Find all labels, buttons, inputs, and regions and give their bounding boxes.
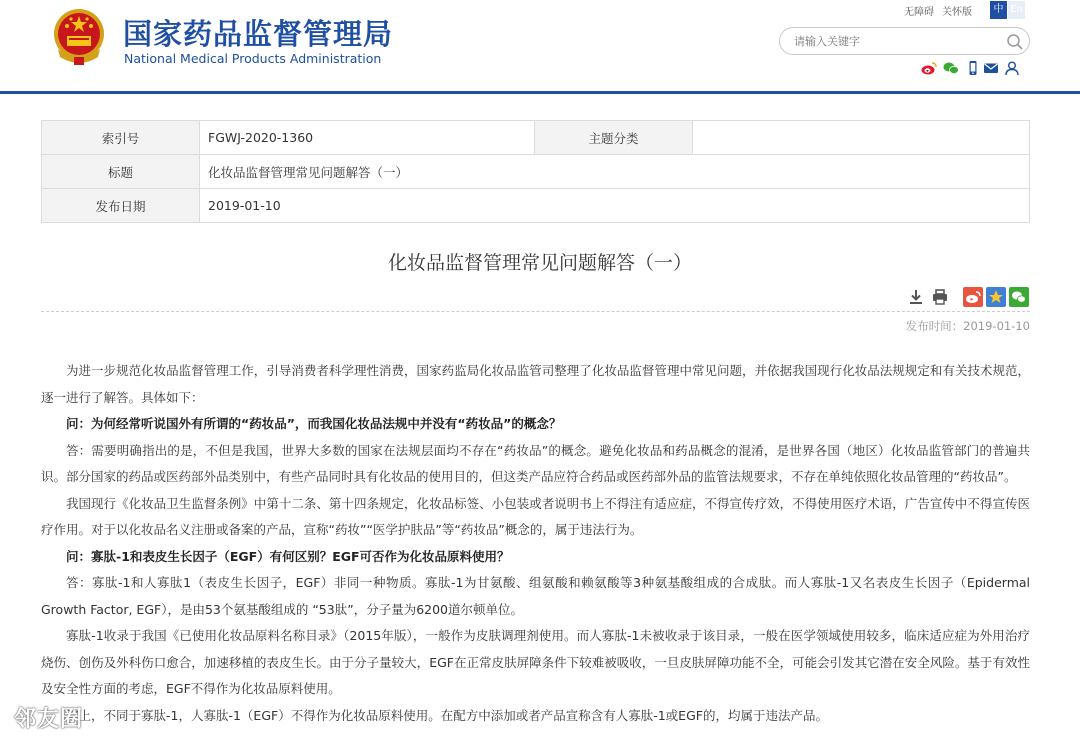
star-share-icon[interactable] [986,287,1006,307]
weibo-share-icon[interactable] [963,287,983,307]
weibo-icon[interactable] [921,60,937,76]
index-label: 索引号 [42,121,200,155]
top-links [904,3,980,18]
question-heading: 问：为何经常听说国外有所谓的“药妆品”，而我国化妆品法规中并没有“药妆品”的概念？ [66,416,562,431]
mail-icon[interactable] [983,60,999,76]
date-value: 2019-01-10 [200,189,1030,223]
intro-paragraph: 为进一步规范化妆品监督管理工作，引导消费者科学理性消费，国家药监局化妆品监管司整理了化妆品监督管理中常见问题，并依据我国现行化妆品法规规定和有关技术规范，逐一进行了解答。具体如下： [41,363,1030,405]
title-label: 标题 [42,155,200,189]
site-title-en: National Medical Products Administration [124,51,382,66]
site-header [0,0,1080,92]
answer-paragraph: 我国现行《化妆品卫生监督条例》中第十二条、第十四条规定，化妆品标签、小包装或者说明书上不得注有适应症，不得宣传疗效，不得使用医疗术语，广告宣传中不得宣传医疗作用。对于以化妆品名义注册或备案的产品，宣称“药妆”“医学护肤品”等“药妆品”概念的，属于违法行为。 [41,495,1030,537]
site-title-cn: 国家药品监督管理局 [123,17,394,51]
print-icon[interactable] [930,287,950,307]
question-heading: 问：寡肽-1和表皮生长因子（EGF）有何区别？EGF可否作为化妆品原料使用？ [66,548,510,564]
download-icon[interactable] [906,287,926,307]
answer-paragraph: 答：需要明确指出的是，不但是我国，世界大多数的国家在法规层面均不存在“药妆品”的概念。避免化妆品和药品概念的混淆，是世界各国（地区）化妆品监管部门的普遍共识。部分国家的药品或医药部外品类别中，有些产品同时具有化妆品的使用目的，但这类产品应符合药品或医药部外品的监管法规要求，不存在单纯依照化妆品管理的“药妆品”。 [41,442,1030,484]
index-value: FGWJ-2020-1360 [200,121,535,155]
answer-paragraph: 寡肽-1收录于我国《已使用化妆品原料名称目录》（2015年版），一般作为皮肤调理剂使用。而人寡肽-1未被收录于该目录，一般在医学领域使用较多，临床适应症为外用治疗烧伤、创伤及外科伤口愈合，加速移植的表皮生长。由于分子量较大，EGF在正常皮肤屏障条件下较难被吸收，一旦皮肤屏障功能不全，可能会引发其它潜在安全风险。基于有效性及安全性方面的考虑，EGF不得作为化妆品原料使用。 [41,628,1030,696]
category-label: 主题分类 [535,121,693,155]
article-divider [41,311,1030,312]
date-label: 发布日期 [42,189,200,223]
article-title: 化妆品监督管理常见问题解答（一） [387,252,692,274]
national-emblem-logo[interactable] [52,7,106,67]
category-value [693,121,1030,155]
publish-time: 发布时间：2019-01-10 [905,319,1030,333]
lang-en-button[interactable]: En [1008,1,1025,19]
search-input[interactable] [794,32,999,50]
search-icon[interactable] [1006,33,1024,51]
table-row [42,121,1030,155]
accessibility-link[interactable]: 无障碍 [904,7,934,18]
search-box [779,27,1030,55]
lang-zh-button[interactable]: 中 [990,1,1007,19]
mobile-icon[interactable] [965,60,981,76]
title-value: 化妆品监督管理常见问题解答（一） [200,155,1030,189]
answer-paragraph: 答：寡肽-1和人寡肽1（表皮生长因子，EGF）非同一种物质。寡肽-1为甘氨酸、组氨酸和赖氨酸等3种氨基酸组成的合成肽。而人寡肽-1又名表皮生长因子（Epidermal Growth Factor, EGF），是由53个氨基酸组成的 “53肽”，分子量为6200道尔顿单位。 [41,575,1030,617]
table-row [42,155,1030,189]
wechat-share-icon[interactable] [1009,287,1029,307]
article-content [41,358,1030,729]
care-mode-link[interactable]: 关怀版 [942,7,972,18]
header-divider [0,91,1080,94]
table-row [42,189,1030,223]
conclusion-paragraph: 综上，不同于寡肽-1，人寡肽-1（EGF）不得作为化妆品原料使用。在配方中添加或者产品宣称含有人寡肽-1或EGF的，均属于违法产品。 [66,707,828,723]
document-info-table [41,120,1030,223]
wechat-icon[interactable] [943,60,959,76]
user-icon[interactable] [1004,60,1020,76]
source-watermark: 邻友圈 [14,707,84,732]
